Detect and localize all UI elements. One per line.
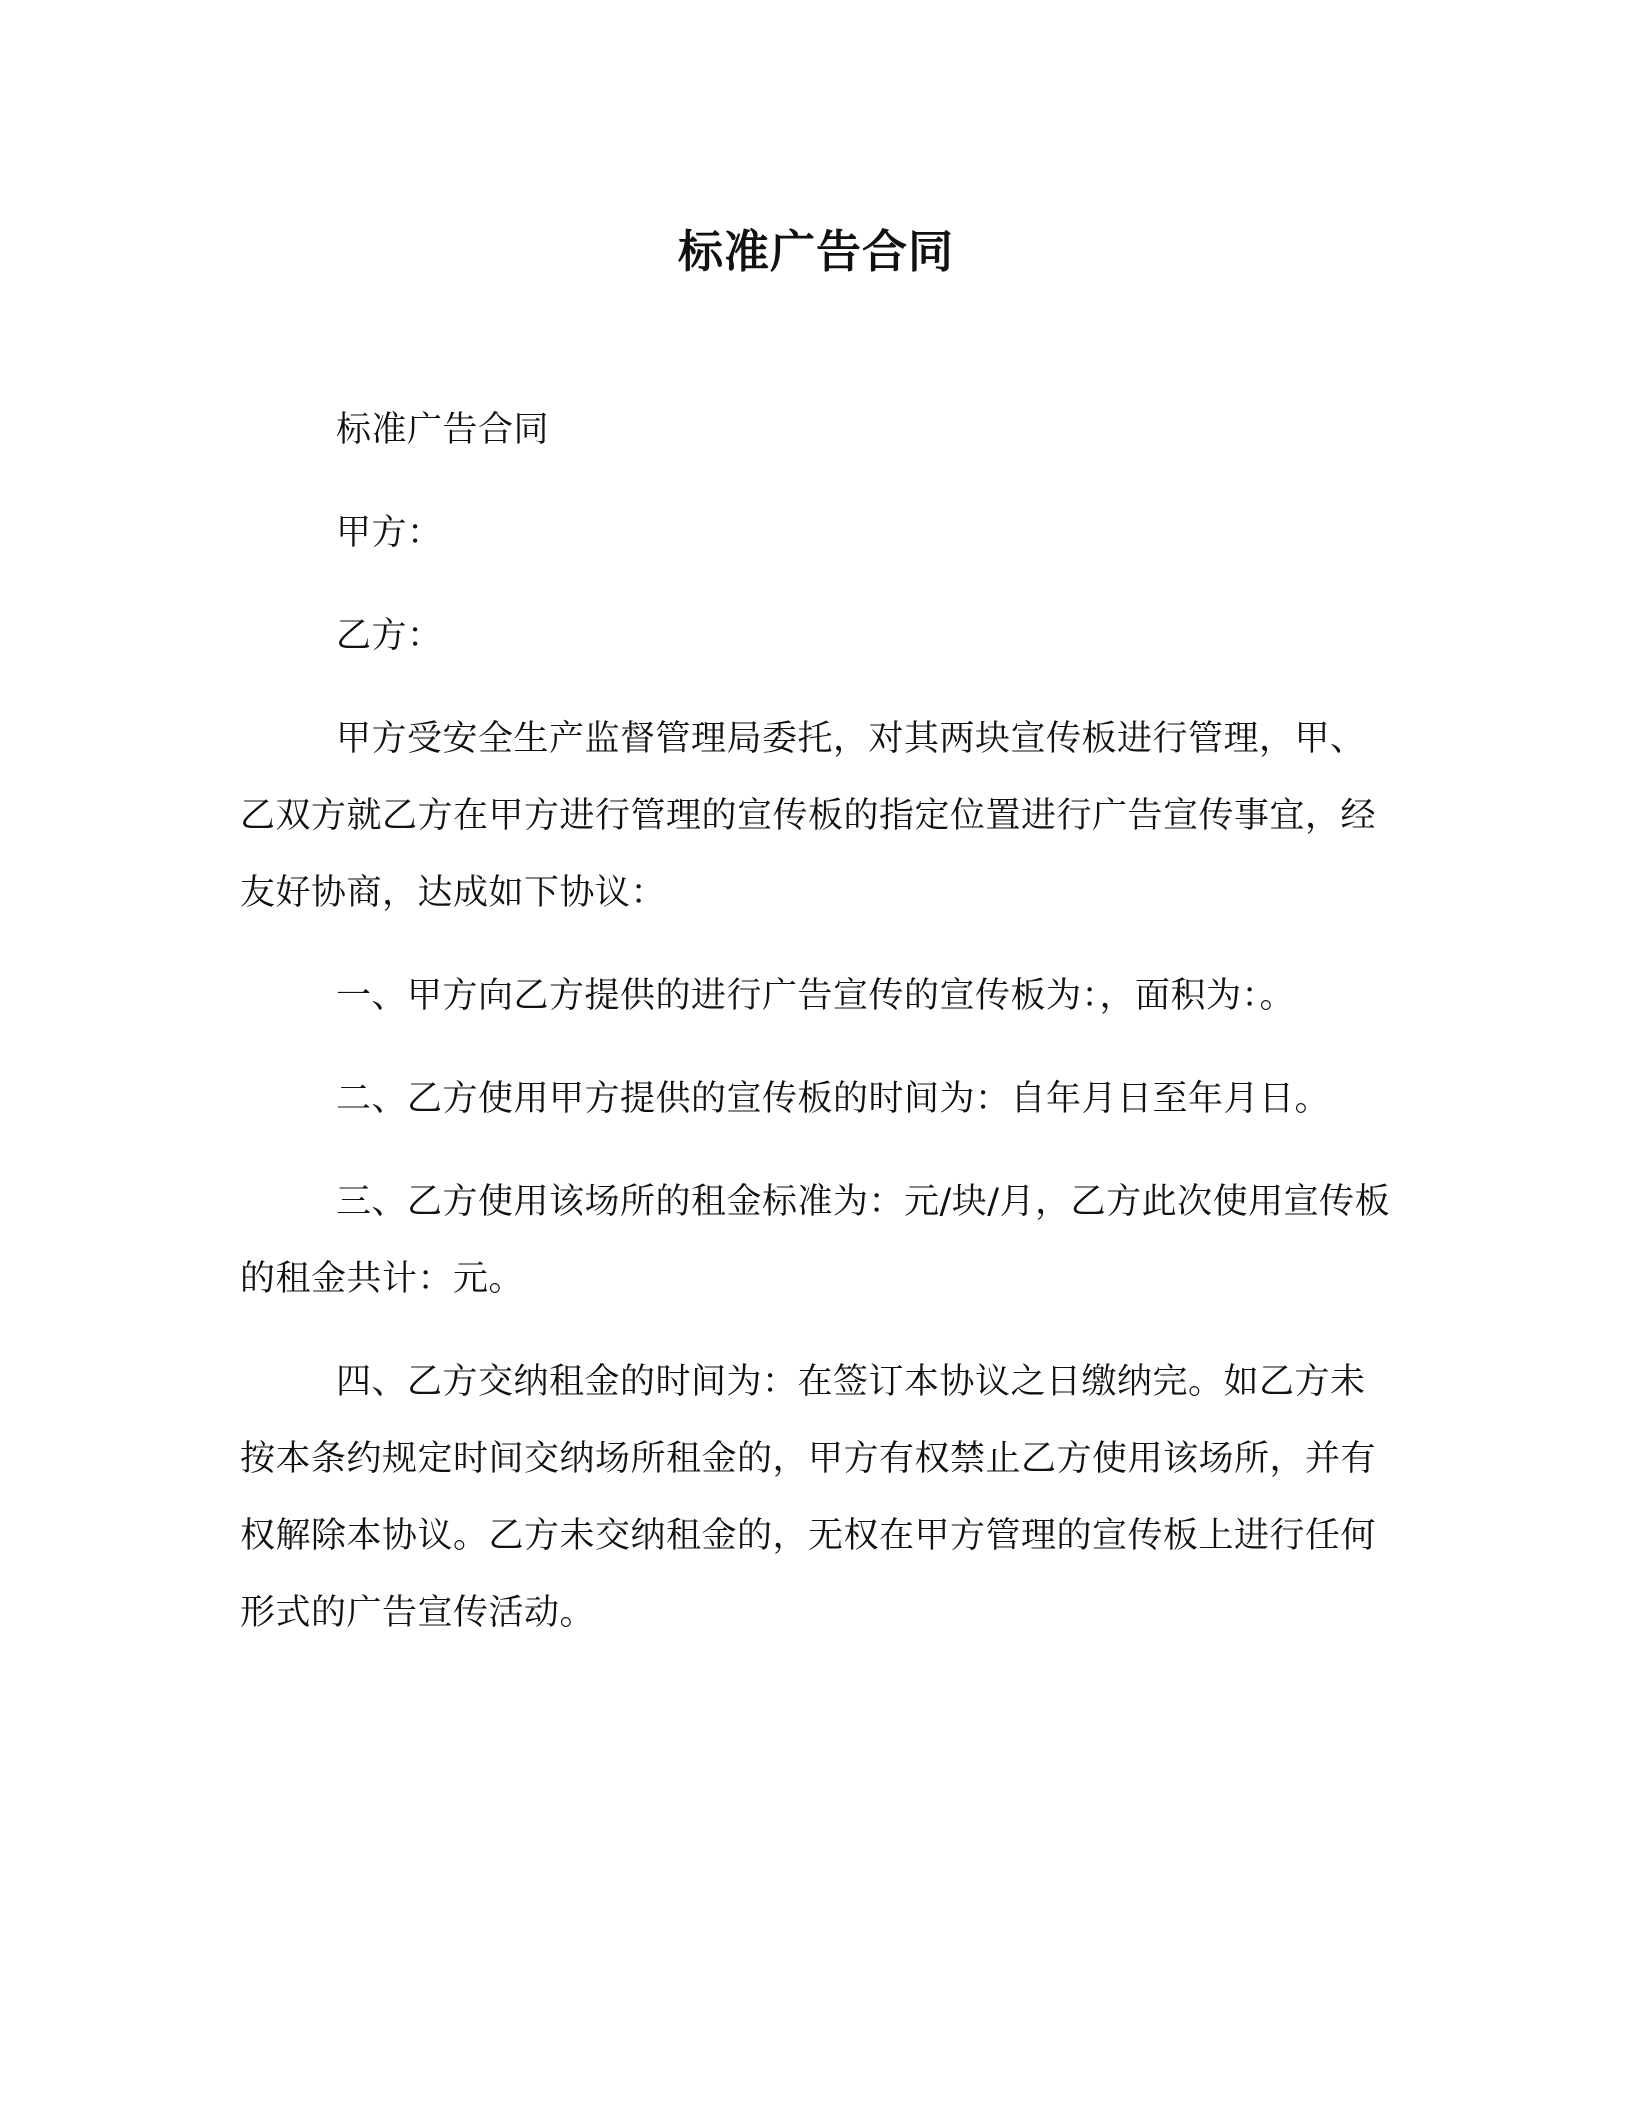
clause-1-paragraph: 一、甲方向乙方提供的进行广告宣传的宣传板为：，面积为：。 (336, 976, 1296, 1016)
clause-4-paragraph: 四、乙方交纳租金的时间为：在签订本协议之日缴纳完。如乙方未按本条约规定时间交纳场所租金的，甲方有权禁止乙方使用该场所，并有权解除本协议。乙方未交纳租金的，无权在甲方管理的宣传板上进行任何形式的广告宣传活动。 (240, 1362, 1377, 1633)
party-a-line: 甲方： (336, 513, 443, 553)
document-body (240, 392, 1400, 1678)
clause-2-paragraph: 二、乙方使用甲方提供的宣传板的时间为：自年月日至年月日。 (336, 1079, 1331, 1119)
clause-3-paragraph: 三、乙方使用该场所的租金标准为：元/块/月，乙方此次使用宣传板的租金共计：元。 (240, 1182, 1391, 1299)
preamble-paragraph: 甲方受安全生产监督管理局委托，对其两块宣传板进行管理，甲、乙双方就乙方在甲方进行管理的宣传板的指定位置进行广告宣传事宜，经友好协商，达成如下协议： (240, 719, 1377, 913)
party-b-line: 乙方： (336, 616, 443, 656)
document-title: 标准广告合同 (677, 225, 954, 278)
subtitle-paragraph: 标准广告合同 (336, 410, 550, 450)
